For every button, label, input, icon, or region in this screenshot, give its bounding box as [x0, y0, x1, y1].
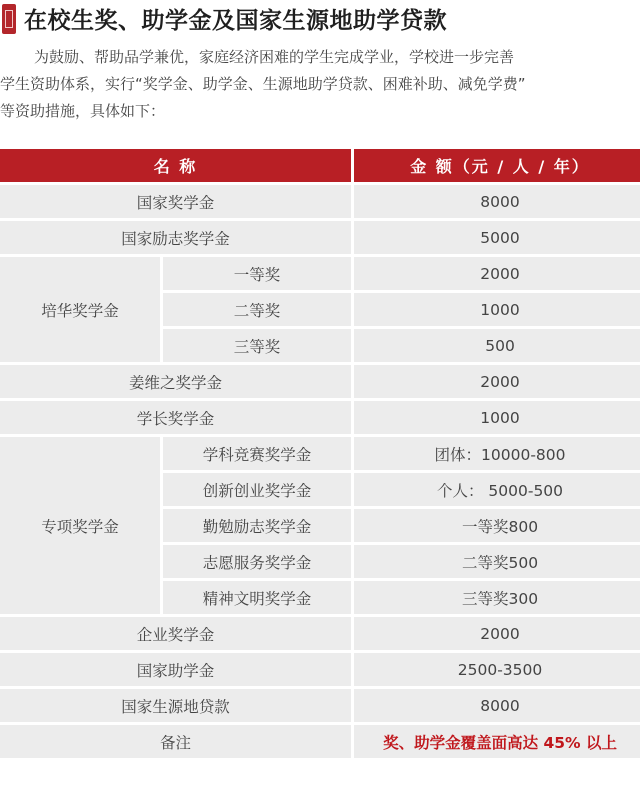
row-name: 学长奖学金	[0, 401, 351, 434]
row-amount: 2000	[354, 365, 640, 398]
sub-name: 志愿服务奖学金	[163, 545, 351, 578]
row-amount: 2000	[354, 257, 640, 290]
row-amount: 2000	[354, 617, 640, 650]
group-name: 培华奖学金	[0, 257, 160, 362]
table-row	[0, 689, 640, 722]
page-header	[0, 0, 640, 40]
row-name: 国家励志奖学金	[0, 221, 351, 254]
sub-name: 二等奖	[163, 293, 351, 326]
table-row	[0, 185, 640, 218]
table-header-row	[0, 149, 640, 182]
funding-table	[0, 146, 640, 761]
header-amount: 金 额（元 / 人 / 年）	[354, 149, 640, 182]
row-amount: 8000	[354, 185, 640, 218]
note-text: 奖、助学金覆盖面高达 45% 以上	[354, 725, 640, 758]
row-name: 企业奖学金	[0, 617, 351, 650]
header-name: 名 称	[0, 149, 351, 182]
row-name: 国家生源地贷款	[0, 689, 351, 722]
row-amount: 2500-3500	[354, 653, 640, 686]
row-name: 国家奖学金	[0, 185, 351, 218]
sub-name: 学科竞赛奖学金	[163, 437, 351, 470]
group-name: 专项奖学金	[0, 437, 160, 614]
row-amount: 二等奖500	[354, 545, 640, 578]
sub-name: 精神文明奖学金	[163, 581, 351, 614]
row-amount: 个人： 5000-500	[354, 473, 640, 506]
table-row	[0, 221, 640, 254]
row-amount: 团体：10000-800	[354, 437, 640, 470]
sub-name: 一等奖	[163, 257, 351, 290]
intro-paragraph	[0, 44, 640, 125]
intro-line: 等资助措施，具体如下：	[0, 102, 166, 120]
intro-line: 学生资助体系，实行“奖学金、助学金、生源地助学贷款、困难补助、减免学费”	[0, 75, 526, 93]
table-row	[0, 617, 640, 650]
row-amount: 1000	[354, 293, 640, 326]
table-row	[0, 725, 640, 758]
sub-name: 勤勉励志奖学金	[163, 509, 351, 542]
page-title: 在校生奖、助学金及国家生源地助学贷款	[24, 8, 447, 34]
table-row	[0, 401, 640, 434]
sub-name: 创新创业奖学金	[163, 473, 351, 506]
table-row	[0, 365, 640, 398]
sub-name: 三等奖	[163, 329, 351, 362]
row-amount: 5000	[354, 221, 640, 254]
note-label: 备注	[0, 725, 351, 758]
intro-line: 为鼓励、帮助品学兼优，家庭经济困难的学生完成学业，学校进一步完善	[34, 48, 515, 66]
row-amount: 三等奖300	[354, 581, 640, 614]
row-amount: 500	[354, 329, 640, 362]
row-name: 姜维之奖学金	[0, 365, 351, 398]
table-row	[0, 653, 640, 686]
row-amount: 一等奖800	[354, 509, 640, 542]
seal-logo-icon	[2, 4, 16, 34]
row-name: 国家助学金	[0, 653, 351, 686]
row-amount: 8000	[354, 689, 640, 722]
table-row	[0, 257, 640, 290]
table-row	[0, 437, 640, 470]
row-amount: 1000	[354, 401, 640, 434]
